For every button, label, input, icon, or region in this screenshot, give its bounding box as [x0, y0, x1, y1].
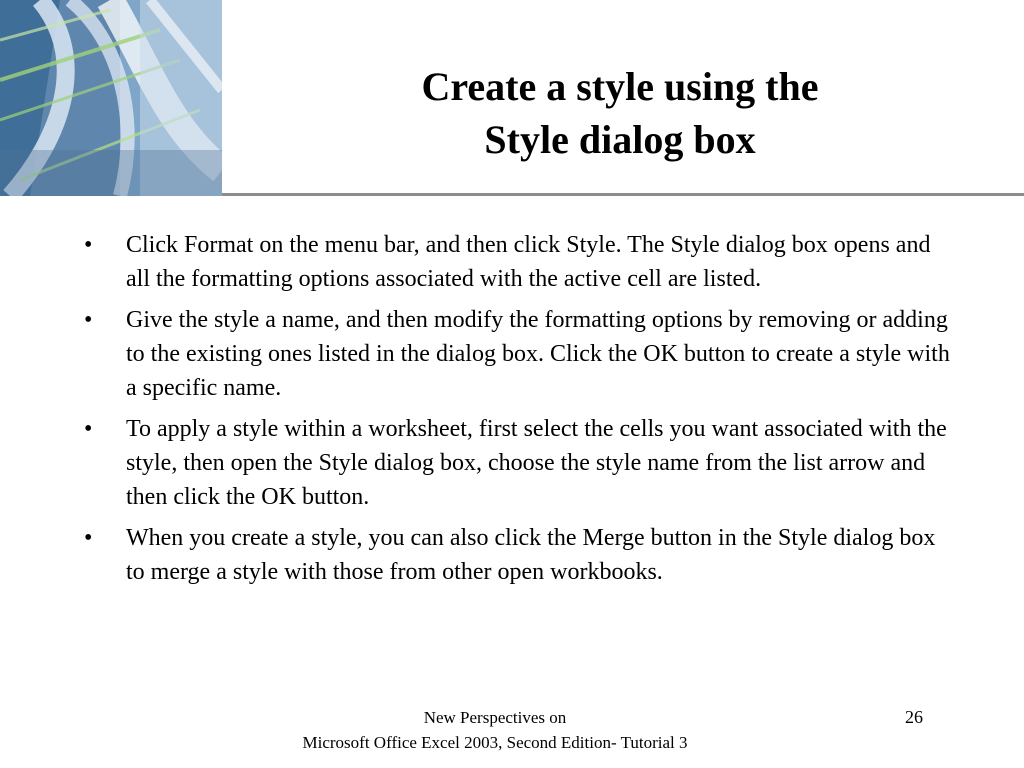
page-number: 26 [905, 707, 923, 727]
bullet-icon: • [84, 232, 93, 258]
slide-title [222, 60, 1018, 166]
bullet-text: To apply a style within a worksheet, first select the cells you want associated with the style, then open the Style dialog box, choose the style name from the list arrow and then click the OK button. [126, 416, 947, 510]
bullet-item [84, 521, 954, 589]
slide-footer [245, 705, 745, 755]
slide-title-line-2: Style dialog box [484, 117, 756, 162]
bullet-icon: • [84, 525, 93, 551]
bullet-text: Give the style a name, and then modify the formatting options by removing or adding to the existing ones listed in the dialog box. Click the OK button to create a style with a specific name. [126, 307, 950, 401]
slide-title-line-1: Create a style using the [421, 64, 819, 109]
header-decorative-image [0, 0, 222, 196]
footer-line-2: Microsoft Office Excel 2003, Second Edition- Tutorial 3 [302, 733, 688, 752]
bullet-text: When you create a style, you can also click the Merge button in the Style dialog box to merge a style with those from other open workbooks. [126, 525, 936, 585]
bullet-item [84, 303, 954, 405]
bullet-icon: • [84, 416, 93, 442]
bullet-icon: • [84, 307, 93, 333]
footer-line-1: New Perspectives on [423, 708, 567, 727]
bullet-text: Click Format on the menu bar, and then click Style. The Style dialog box opens and all the formatting options associated with the active cell are listed. [126, 232, 931, 292]
bullet-list [84, 228, 954, 596]
bullet-item [84, 412, 954, 514]
bullet-item [84, 228, 954, 296]
title-divider [222, 193, 1024, 196]
